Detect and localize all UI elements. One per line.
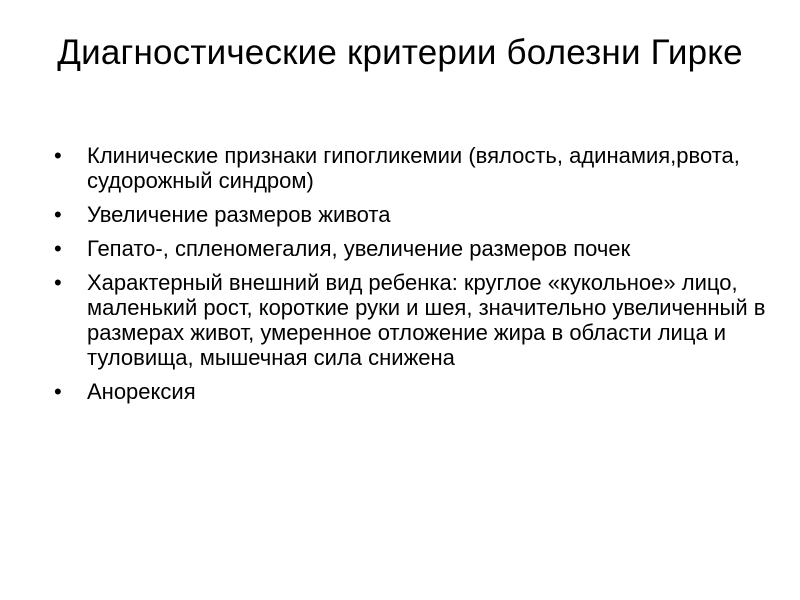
bullet-list xyxy=(50,143,775,413)
bullet-text: Увеличение размеров живота xyxy=(87,202,391,227)
bullet-item-anorexia xyxy=(50,379,775,404)
bullet-icon: • xyxy=(54,236,62,261)
bullet-icon: • xyxy=(54,379,62,404)
bullet-text: Гепато-, спленомегалия, увеличение размеров почек xyxy=(87,236,631,261)
bullet-icon: • xyxy=(54,270,62,295)
bullet-item-hepatosplenomegaly xyxy=(50,236,775,261)
bullet-item-hypoglycemia-signs xyxy=(50,143,775,193)
bullet-icon: • xyxy=(54,202,62,227)
bullet-icon: • xyxy=(54,143,62,168)
bullet-text: Характерный внешний вид ребенка: круглое «кукольное» лицо, маленький рост, короткие руки и шея, значительно увеличенный в размерах живот, умеренное отложение жира в области лица и туловища, мышечная сила снижена xyxy=(87,270,766,370)
bullet-item-abdomen-size xyxy=(50,202,775,227)
slide-title: Диагностические критерии болезни Гирке xyxy=(57,33,743,72)
bullet-text: Анорексия xyxy=(87,379,196,404)
bullet-text: Клинические признаки гипогликемии (вялость, адинамия,рвота, судорожный синдром) xyxy=(87,143,740,193)
bullet-item-appearance xyxy=(50,270,775,370)
